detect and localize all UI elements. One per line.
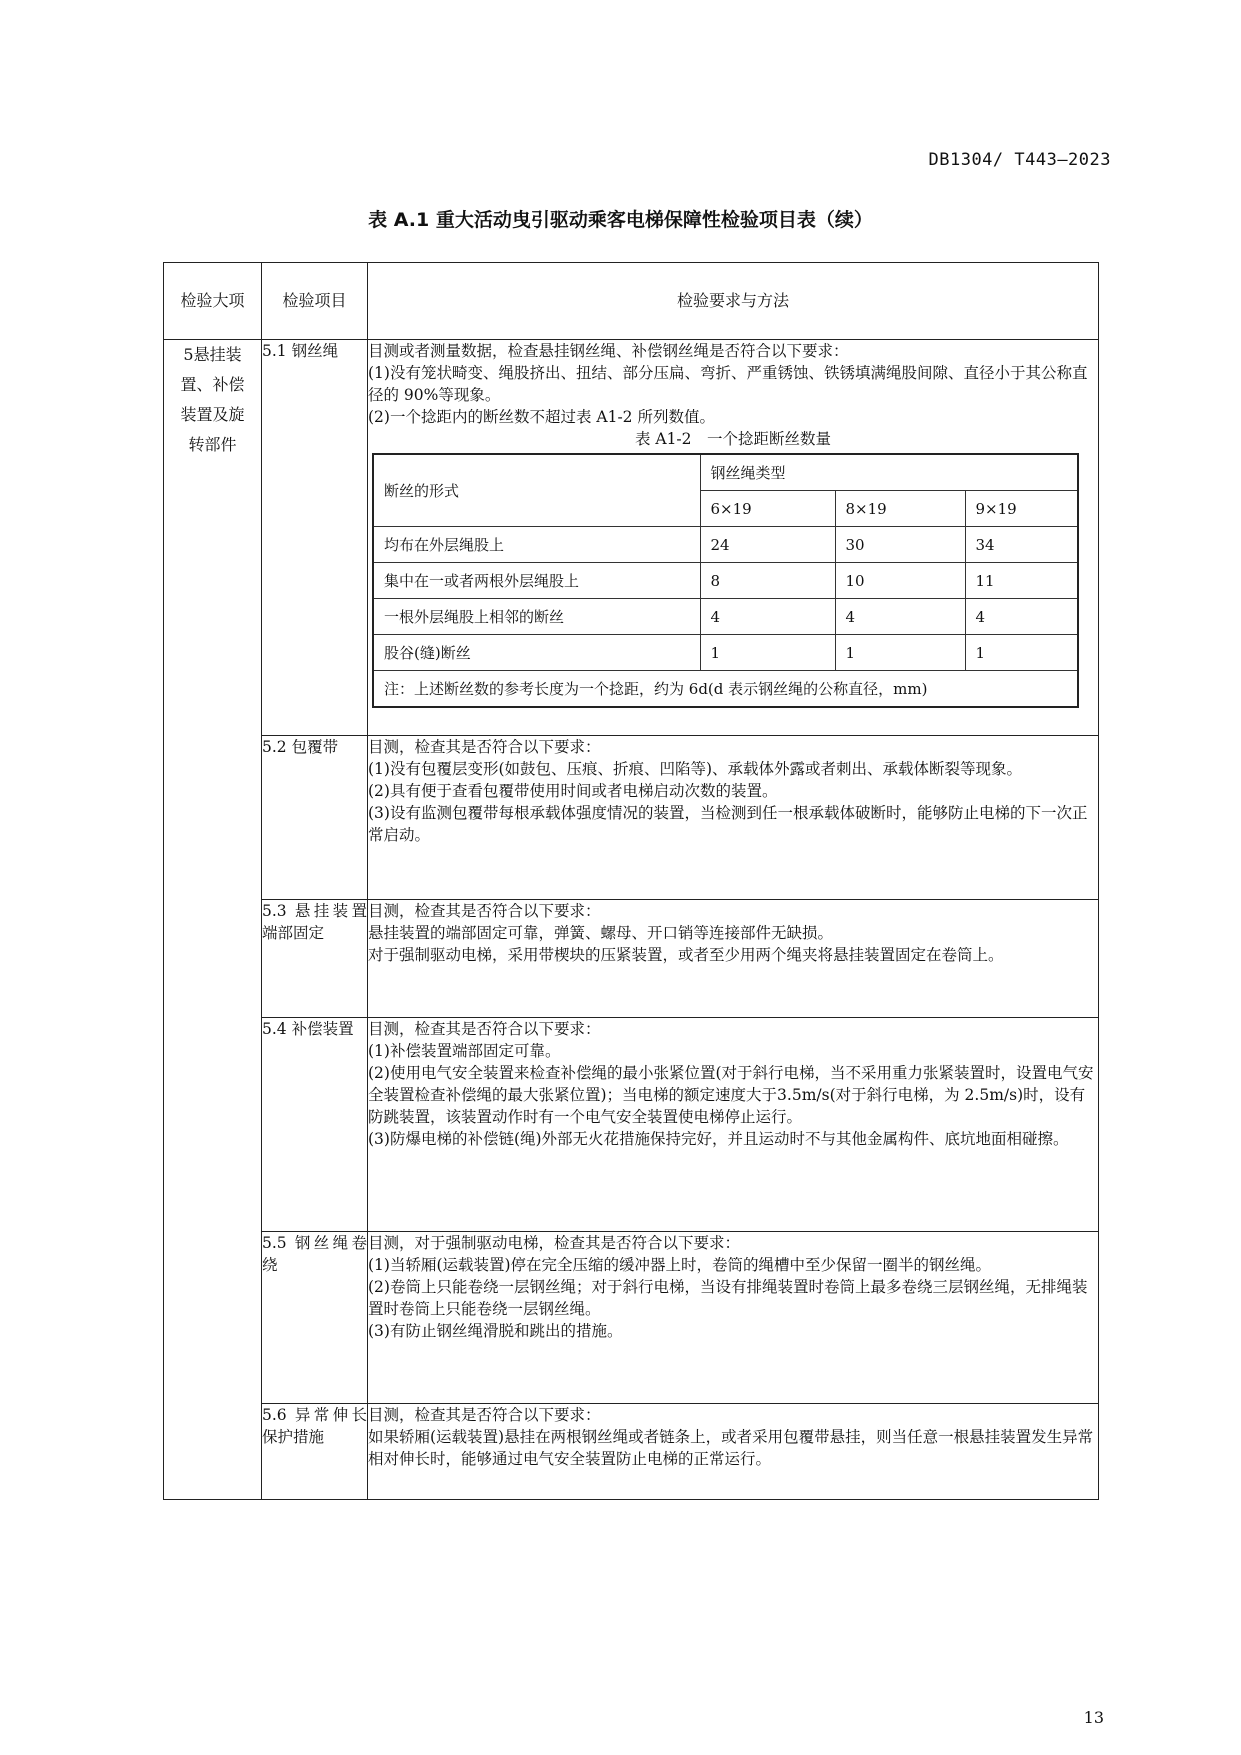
header-category: 检验大项 — [164, 263, 262, 340]
requirement-line: (1)当轿厢(运载装置)停在完全压缩的缓冲器上时，卷筒的绳槽中至少保留一圈半的钢丝绳。 — [368, 1256, 992, 1274]
requirement-cell — [368, 340, 1099, 736]
subtable-value: 10 — [835, 563, 965, 599]
table-row — [164, 340, 1099, 736]
category-line: 5悬挂装 — [183, 345, 242, 364]
page-number: 13 — [1083, 1708, 1104, 1727]
requirement-cell — [368, 1404, 1099, 1500]
table-row — [164, 736, 1099, 900]
requirement-line: 目测，检查其是否符合以下要求： — [368, 1406, 601, 1424]
item-cell: 5.2 包覆带 — [262, 736, 368, 900]
subtable-value: 30 — [835, 527, 965, 563]
requirement-line: (2)一个捻距内的断丝数不超过表 A1-2 所列数值。 — [368, 408, 715, 426]
broken-wire-table — [372, 453, 1079, 708]
rope-type-header: 6×19 — [700, 491, 835, 527]
requirement-line: (3)防爆电梯的补偿链(绳)外部无火花措施保持完好，并且运动时不与其他金属构件、底坑地面相碰擦。 — [368, 1130, 1069, 1148]
requirement-line: (1)补偿装置端部固定可靠。 — [368, 1042, 561, 1060]
table-row — [164, 900, 1099, 1018]
subtable-row — [373, 635, 1078, 671]
requirement-line: (3)设有监测包覆带每根承载体强度情况的装置，当检测到任一根承载体破断时，能够防止电梯的下一次正常启动。 — [368, 804, 1088, 844]
item-cell: 5.4 补偿装置 — [262, 1018, 368, 1232]
subtable-row-label: 集中在一或者两根外层绳股上 — [373, 563, 700, 599]
subtable-value: 4 — [700, 599, 835, 635]
requirement-cell — [368, 736, 1099, 900]
rope-type-header: 9×19 — [965, 491, 1078, 527]
item-cell: 5.3 悬挂装置端部固定 — [262, 900, 368, 1018]
requirement-line: (1)没有笼状畸变、绳股挤出、扭结、部分压扁、弯折、严重锈蚀、铁锈填满绳股间隙、直径小于其公称直径的 90%等现象。 — [368, 364, 1088, 404]
requirement-line: 目测，检查其是否符合以下要求： — [368, 1020, 601, 1038]
subtable-col-header: 断丝的形式 — [373, 454, 700, 527]
subtable-value: 4 — [835, 599, 965, 635]
requirement-line: 目测或者测量数据，检查悬挂钢丝绳、补偿钢丝绳是否符合以下要求： — [368, 342, 849, 360]
subtable-value: 1 — [700, 635, 835, 671]
header-item: 检验项目 — [262, 263, 368, 340]
table-title: 表 A.1 重大活动曳引驱动乘客电梯保障性检验项目表（续） — [368, 209, 873, 231]
item-cell: 5.1 钢丝绳 — [262, 340, 368, 736]
requirement-cell — [368, 900, 1099, 1018]
table-row — [164, 1404, 1099, 1500]
subtable-value: 1 — [835, 635, 965, 671]
requirement-cell — [368, 1232, 1099, 1404]
item-cell: 5.6 异常伸长保护措施 — [262, 1404, 368, 1500]
requirement-cell — [368, 1018, 1099, 1232]
requirement-line: 目测，检查其是否符合以下要求： — [368, 902, 601, 920]
subtable-value: 1 — [965, 635, 1078, 671]
subtable-row-label: 股谷(缝)断丝 — [373, 635, 700, 671]
table-header-row — [164, 263, 1099, 340]
table-row — [164, 1018, 1099, 1232]
category-cell — [164, 340, 262, 1500]
requirement-line: (1)没有包覆层变形(如鼓包、压痕、折痕、凹陷等)、承载体外露或者刺出、承载体断裂等现象。 — [368, 760, 1023, 778]
subtable-row — [373, 563, 1078, 599]
requirement-line: 目测，对于强制驱动电梯，检查其是否符合以下要求： — [368, 1234, 741, 1252]
header-method: 检验要求与方法 — [368, 263, 1099, 340]
subtable-note: 注：上述断丝数的参考长度为一个捻距，约为 6d(d 表示钢丝绳的公称直径，mm) — [373, 671, 1078, 708]
category-line: 转部件 — [188, 435, 237, 454]
requirement-line: 悬挂装置的端部固定可靠，弹簧、螺母、开口销等连接部件无缺损。 — [368, 924, 834, 942]
requirement-line: 如果轿厢(运载装置)悬挂在两根钢丝绳或者链条上，或者采用包覆带悬挂，则当任意一根悬挂装置发生异常相对伸长时，能够通过电气安全装置防止电梯的正常运行。 — [368, 1428, 1094, 1468]
subtable-title: 表 A1-2 一个捻距断丝数量 — [634, 430, 832, 448]
subtable-value: 8 — [700, 563, 835, 599]
table-row — [164, 1232, 1099, 1404]
requirement-line: (3)有防止钢丝绳滑脱和跳出的措施。 — [368, 1322, 623, 1340]
inspection-table — [163, 262, 1099, 1500]
subtable-row — [373, 599, 1078, 635]
requirement-line: (2)具有便于查看包覆带使用时间或者电梯启动次数的装置。 — [368, 782, 778, 800]
subtable-group-header: 钢丝绳类型 — [700, 454, 1078, 491]
subtable-row — [373, 527, 1078, 563]
subtable-row-label: 均布在外层绳股上 — [373, 527, 700, 563]
category-line: 置、补偿 — [180, 375, 245, 394]
document-code: DB1304/ T443—2023 — [928, 150, 1111, 170]
category-line: 装置及旋 — [180, 405, 245, 424]
item-cell: 5.5 钢丝绳卷绕 — [262, 1232, 368, 1404]
requirement-line: 目测，检查其是否符合以下要求： — [368, 738, 601, 756]
subtable-value: 34 — [965, 527, 1078, 563]
subtable-value: 24 — [700, 527, 835, 563]
subtable-value: 11 — [965, 563, 1078, 599]
rope-type-header: 8×19 — [835, 491, 965, 527]
requirement-line: 对于强制驱动电梯，采用带楔块的压紧装置，或者至少用两个绳夹将悬挂装置固定在卷筒上。 — [368, 946, 1004, 964]
requirement-line: (2)使用电气安全装置来检查补偿绳的最小张紧位置(对于斜行电梯，当不采用重力张紧装置时，设置电气安全装置检查补偿绳的最大张紧位置)；当电梯的额定速度大于3.5m/s(对于斜行电梯，为 2.5m/s)时，设有防跳装置，该装置动作时有一个电气安全装置使电梯停止运行。 — [368, 1064, 1094, 1126]
subtable-row-label: 一根外层绳股上相邻的断丝 — [373, 599, 700, 635]
subtable-value: 4 — [965, 599, 1078, 635]
requirement-line: (2)卷筒上只能卷绕一层钢丝绳；对于斜行电梯，当设有排绳装置时卷筒上最多卷绕三层钢丝绳，无排绳装置时卷筒上只能卷绕一层钢丝绳。 — [368, 1278, 1088, 1318]
